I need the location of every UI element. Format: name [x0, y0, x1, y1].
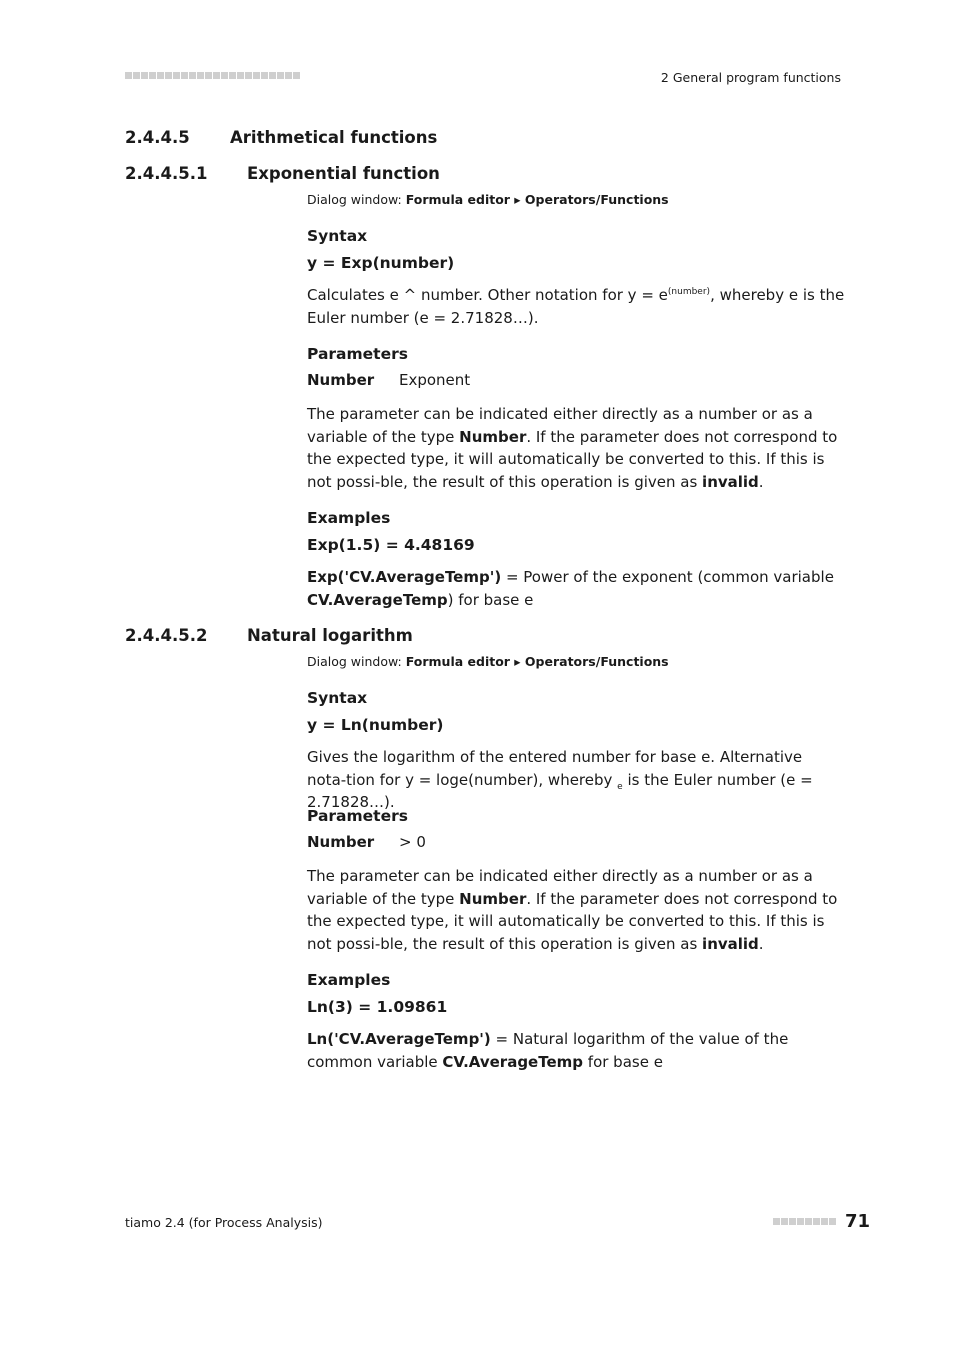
syntax-formula: y = Exp(number)	[307, 254, 455, 272]
footer-product: tiamo 2.4 (for Process Analysis)	[125, 1215, 323, 1230]
footer-decoration	[773, 1218, 836, 1225]
subsection-number: 2.4.4.5.1	[125, 164, 208, 183]
header-chapter: 2 General program functions	[660, 70, 841, 85]
parameter-row	[307, 371, 470, 389]
parameter-name: Number	[307, 371, 375, 389]
section-title: Arithmetical functions	[230, 128, 438, 147]
example-2: Exp('CV.AverageTemp') = Power of the exponent (common variable CV.AverageTemp) for base e	[307, 568, 834, 609]
dialog-window-line: Dialog window: Formula editor ▸ Operators/Functions	[307, 192, 669, 207]
description: Calculates e ^ number. Other notation for $y = e^{(number)}$, whereby e is the Euler number (e = 2.71828…).	[307, 286, 845, 327]
dialog-window-line: Dialog window: Formula editor ▸ Operators/Functions	[307, 654, 669, 669]
header-decoration	[125, 72, 300, 79]
syntax-heading: Syntax	[307, 227, 368, 245]
parameter-value: > 0	[399, 833, 426, 851]
parameter-description: The parameter can be indicated either directly as a number or as a variable of the type Number. If the parameter does not correspond to the expected type, it will automatically be converted to this. If this is not possi-ble, the result of this operation is given as invalid.	[307, 405, 838, 491]
dialog-path: Formula editor ▸ Operators/Functions	[405, 192, 669, 207]
parameter-row	[307, 833, 426, 851]
examples-heading: Examples	[307, 509, 391, 527]
section-number: 2.4.4.5	[125, 128, 190, 147]
parameter-value: Exponent	[399, 371, 471, 389]
subsection-number: 2.4.4.5.2	[125, 626, 208, 645]
syntax-heading: Syntax	[307, 689, 368, 707]
example-2: Ln('CV.AverageTemp') = Natural logarithm of the value of the common variable CV.AverageTemp for base e	[307, 1030, 789, 1071]
example-1: Ln(3) = 1.09861	[307, 998, 448, 1016]
examples-heading: Examples	[307, 971, 391, 989]
parameter-description: The parameter can be indicated either directly as a number or as a variable of the type Number. If the parameter does not correspond to the expected type, it will automatically be converted to this. If this is not possi-ble, the result of this operation is given as invalid.	[307, 867, 838, 953]
subsection-title: Exponential function	[247, 164, 440, 183]
parameters-heading: Parameters	[307, 345, 408, 363]
dialog-path: Formula editor ▸ Operators/Functions	[405, 654, 669, 669]
subsection-title: Natural logarithm	[247, 626, 413, 645]
parameters-heading: Parameters	[307, 807, 408, 825]
example-1: Exp(1.5) = 4.48169	[307, 536, 475, 554]
syntax-formula: y = Ln(number)	[307, 716, 444, 734]
description: Gives the logarithm of the entered number for base e. Alternative nota-tion for y = loge(number), whereby $_e$ is the Euler number (e = 2.71828…).	[307, 748, 813, 811]
parameter-name: Number	[307, 833, 375, 851]
page-number: 71	[845, 1211, 871, 1232]
